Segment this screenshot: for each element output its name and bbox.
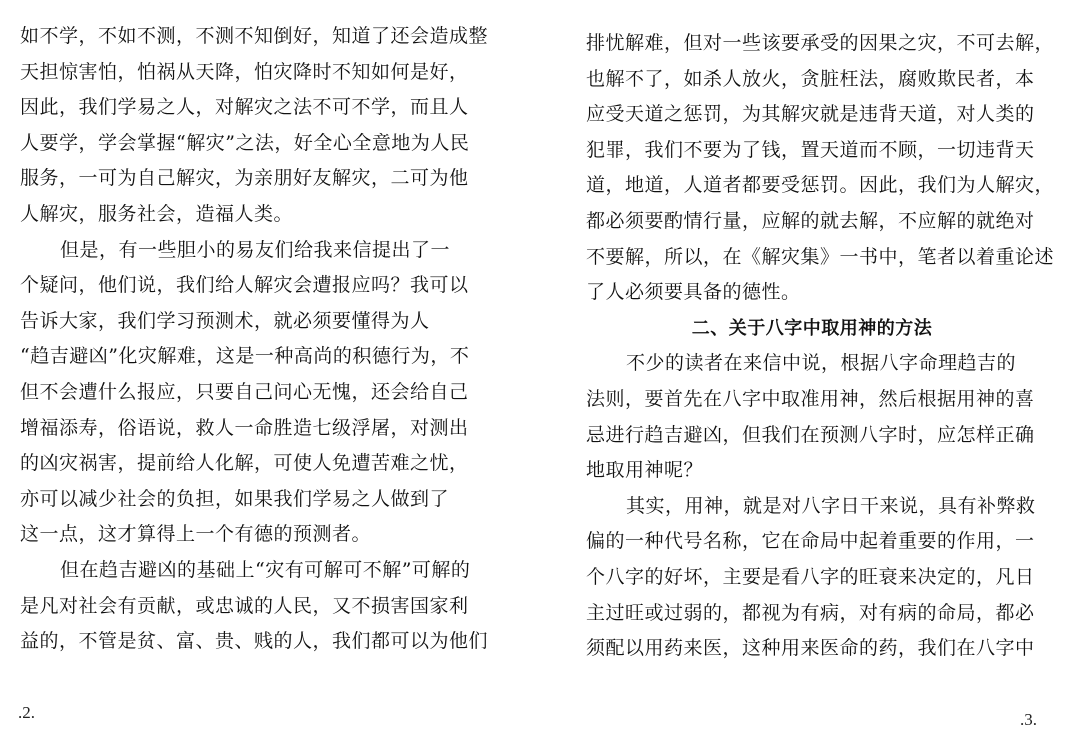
text-line: 地取用神呢？ — [586, 459, 704, 482]
text-line: 因此，我们学易之人，对解灾之法不可不学，而且人 — [20, 96, 469, 119]
right-page-body — [586, 26, 1054, 667]
text-line: 了人必须要具备的德性。 — [586, 281, 801, 304]
text-line: 的凶灾祸害，提前给人化解，可使人免遭苦难之忧， — [20, 452, 469, 475]
text-line: 亦可以减少社会的负担，如果我们学易之人做到了 — [20, 487, 450, 510]
text-line: 排忧解难，但对一些该要承受的因果之灾，不可去解， — [586, 32, 1055, 54]
text-line: 个疑问，他们说，我们给人解灾会遭报应吗？我可以 — [20, 274, 469, 297]
right-page — [560, 0, 1065, 755]
text-line: 是凡对社会有贡献，或忠诚的人民，又不损害国家利 — [20, 594, 469, 617]
paragraph-start-line: 但是，有一些胆小的易友们给我来信提出了一 — [60, 238, 451, 261]
text-line: 个八字的好坏，主要是看八字的旺衰来决定的，凡日 — [586, 565, 1035, 588]
text-line: 这一点，这才算得上一个有德的预测者。 — [20, 523, 372, 546]
page-number: .3. — [1020, 710, 1037, 729]
paragraph-start-line: 但在趋吉避凶的基础上“灾有可解可不解”可解的 — [60, 558, 471, 581]
text-line: 犯罪，我们不要为了钱，置天道而不顾，一切违背天 — [586, 138, 1035, 161]
text-line: 应受天道之惩罚，为其解灾就是违背天道，对人类的 — [586, 103, 1035, 126]
text-line: “趋吉避凶”化灾解难，这是一种高尚的积德行为，不 — [20, 345, 470, 368]
paragraph-start-line: 其实，用神，就是对八字日干来说，具有补弊救 — [626, 494, 1036, 517]
paragraph-start-line: 不少的读者在来信中说，根据八字命理趋吉的 — [626, 352, 1017, 375]
text-line: 人解灾，服务社会，造福人类。 — [20, 202, 294, 225]
text-line: 偏的一种代号名称，它在命局中起着重要的作用，一 — [586, 530, 1035, 553]
text-line: 服务，一可为自己解灾，为亲朋好友解灾，二可为他 — [20, 167, 469, 190]
text-line: 须配以用药来医，这种用来医命的药，我们在八字中 — [586, 637, 1035, 660]
text-line: 法则，要首先在八字中取准用神，然后根据用神的喜 — [586, 387, 1035, 410]
text-line: 不要解，所以，在《解灾集》一书中，笔者以着重论述 — [586, 245, 1055, 268]
page-number: .2. — [18, 703, 35, 722]
text-line: 人要学，学会掌握“解灾”之法，好全心全意地为人民 — [20, 131, 470, 154]
left-page-body — [20, 19, 488, 660]
text-line: 增福添寿，俗语说，救人一命胜造七级浮屠，对测出 — [20, 416, 469, 439]
section-heading: 二、关于八字中取用神的方法 — [691, 317, 933, 339]
text-line: 如不学，不如不测，不测不知倒好，知道了还会造成整 — [20, 25, 489, 47]
text-line: 益的，不管是贫、富、贵、贱的人，我们都可以为他们 — [20, 630, 489, 653]
text-line: 主过旺或过弱的，都视为有病，对有病的命局，都必 — [586, 601, 1035, 624]
text-line: 忌进行趋吉避凶，但我们在预测八字时，应怎样正确 — [586, 423, 1035, 446]
left-page — [0, 0, 520, 755]
text-line: 但不会遭什么报应，只要自己问心无愧，还会给自己 — [20, 380, 469, 403]
text-line: 也解不了，如杀人放火，贪脏枉法，腐败欺民者，本 — [586, 67, 1035, 90]
text-line: 都必须要酌情行量，应解的就去解，不应解的就绝对 — [586, 209, 1035, 232]
text-line: 天担惊害怕，怕祸从天降，怕灾降时不知如何是好， — [20, 60, 469, 83]
text-line: 告诉大家，我们学习预测术，就必须要懂得为人 — [20, 309, 430, 332]
text-line: 道，地道，人道者都要受惩罚。因此，我们为人解灾， — [586, 174, 1055, 197]
